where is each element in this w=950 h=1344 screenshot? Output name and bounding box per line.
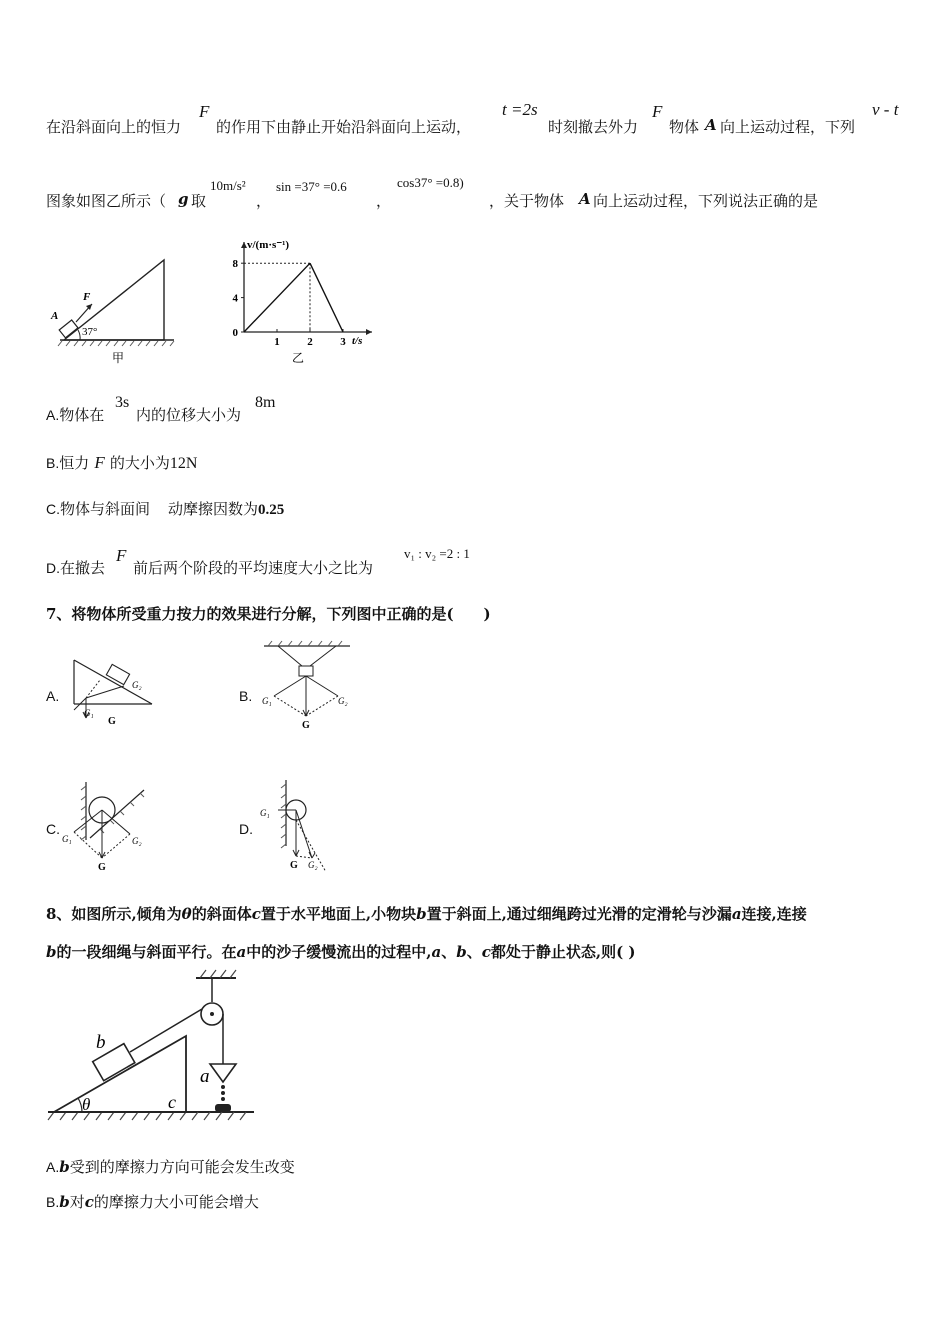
vt-series-segment	[244, 263, 310, 332]
q6-text: 向上运动过程，下列说法正确的是	[593, 192, 819, 210]
option-text: 动摩擦因数为	[168, 500, 259, 518]
option-label: B.	[46, 455, 60, 471]
option-a-distance: 8m	[255, 394, 276, 411]
option-text: 的大小为	[109, 454, 170, 472]
q8-stem-line1	[46, 903, 807, 924]
q7-choice-a-figure[interactable]	[64, 652, 160, 736]
q7-choice-c-figure[interactable]	[62, 776, 154, 876]
g-label: G	[302, 720, 310, 731]
a-symbol: a	[236, 943, 247, 961]
q7-choice-c-label[interactable]: C.	[46, 821, 60, 837]
vt-x-tick-label: 3	[340, 336, 346, 348]
force-symbol: F	[652, 102, 663, 121]
q6-text: ，	[256, 192, 272, 210]
option-label: A.	[46, 1159, 60, 1175]
q7-stem: 7、将物体所受重力按力的效果进行分解，下列图中正确的是( )	[46, 605, 491, 623]
option-c-coefficient: 0.25	[258, 502, 285, 518]
q6-text: 时刻撤去外力	[548, 118, 639, 136]
q8-text: 的一段细绳与斜面平行。在	[56, 943, 237, 961]
q7-choice-b-label[interactable]: B.	[239, 688, 253, 704]
theta-label: θ	[82, 1095, 91, 1114]
q8-text: 、	[466, 943, 482, 961]
vt-x-arrow	[366, 329, 372, 335]
figure-caption-yi: 乙	[292, 351, 305, 365]
vt-x-tick-label: 2	[307, 336, 313, 348]
q7-choice-a-label[interactable]: A.	[46, 688, 60, 704]
force-symbol: F	[199, 102, 210, 121]
g-label: G	[98, 862, 106, 873]
g-label: G	[108, 716, 116, 727]
g-value: 10m/s²	[210, 178, 246, 193]
force-symbol: F	[94, 453, 105, 472]
q6-stem-line1	[46, 116, 181, 137]
g-symbol: g	[178, 190, 189, 208]
option-label: A.	[46, 407, 60, 423]
b-symbol: b	[59, 1193, 70, 1211]
option-a-duration: 3s	[115, 394, 130, 411]
option-d-ratio: v₁ : v₂ =2 : 1	[404, 546, 470, 561]
c-symbol: c	[84, 1193, 94, 1211]
b-symbol: b	[59, 1158, 70, 1176]
q6-text: 的作用下由静止开始沿斜面向上运动，	[216, 118, 472, 136]
b-symbol: b	[46, 943, 57, 961]
q7-choice-d-figure[interactable]	[256, 776, 338, 876]
vt-symbol: v - t	[872, 100, 899, 119]
option-text: 受到的摩擦力方向可能会发生改变	[69, 1158, 295, 1176]
b-symbol: b	[456, 943, 467, 961]
g1-label: G₁	[62, 834, 72, 844]
incline-figure-jia	[46, 250, 178, 368]
q8-text: 中的沙子缓慢流出的过程中,	[246, 943, 432, 961]
q8-text: 、	[441, 943, 457, 961]
vt-x-tick-label: 1	[274, 336, 280, 348]
q8-text: 置于水平地面上,小物块	[260, 905, 417, 923]
option-text: 恒力	[59, 454, 90, 472]
q7-choice-d-label[interactable]: D.	[239, 821, 253, 837]
vt-y-tick-label: 4	[232, 292, 238, 305]
object-a-label: A	[51, 310, 59, 322]
q8-option-a[interactable]	[46, 1156, 295, 1177]
option-text: 前后两个阶段的平均速度大小之比为	[133, 559, 374, 577]
option-label: B.	[46, 1194, 60, 1210]
time-equation: t =2s	[502, 100, 538, 119]
q6-option-d[interactable]	[46, 557, 105, 578]
q6-text: 图象如图乙所示（	[46, 192, 167, 210]
g2-label: G₂	[338, 696, 348, 706]
option-text: 对	[69, 1193, 85, 1211]
q8-text: 连接,连接	[741, 905, 807, 923]
q8-pulley-incline-figure	[44, 966, 264, 1126]
g1-label: G₁	[84, 708, 94, 718]
q8-text: 置于斜面上,通过细绳跨过光滑的定滑轮与沙漏	[426, 905, 732, 923]
q8-text: 的斜面体	[191, 905, 252, 923]
g1-label: G₁	[262, 696, 272, 706]
q6-text: 在沿斜面向上的恒力	[46, 118, 182, 136]
b-symbol: b	[416, 905, 427, 923]
option-label: D.	[46, 560, 60, 576]
a-symbol: a	[431, 943, 442, 961]
block-b-label: b	[96, 1032, 106, 1053]
q8-text: 8、如图所示,倾角为	[46, 905, 182, 923]
g2-label: G₂	[132, 680, 142, 690]
g1-label: G₁	[260, 808, 270, 818]
option-text: 在撤去	[60, 559, 106, 577]
theta-symbol: θ	[181, 905, 192, 923]
q6-text: 取	[191, 192, 207, 210]
object-label: A	[579, 190, 591, 208]
c-symbol: c	[481, 943, 491, 961]
vt-y-tick-label: 0	[232, 327, 238, 339]
force-symbol: F	[116, 546, 127, 565]
g2-label: G₂	[308, 860, 318, 870]
vt-y-tick-label: 8	[232, 258, 238, 271]
g2-label: G₂	[132, 836, 142, 846]
incline-c-label: c	[168, 1092, 176, 1112]
a-symbol: a	[731, 905, 742, 923]
q6-text: ，关于物体	[489, 192, 565, 210]
q8-text: 都处于静止状态,则( )	[490, 943, 636, 961]
option-label: C.	[46, 501, 60, 517]
c-symbol: c	[251, 905, 261, 923]
figure-caption-jia: 甲	[112, 351, 125, 365]
force-f-label: F	[83, 291, 91, 303]
q6-option-a[interactable]	[46, 404, 104, 425]
vt-axes	[233, 242, 373, 348]
q6-text: 向上运动过程，下列	[720, 118, 856, 136]
vt-x-axis-label: t/s	[352, 335, 363, 347]
vt-graph-yi	[222, 232, 382, 368]
sand-funnel-a-label: a	[200, 1066, 210, 1087]
vt-y-axis-label: v/(m·s⁻¹)	[247, 239, 290, 251]
option-text: 内的位移大小为	[136, 406, 242, 424]
q7-choice-b-figure[interactable]	[258, 640, 358, 732]
cos-value: cos37° =0.8)	[397, 175, 464, 190]
angle-label: 37°	[82, 326, 98, 338]
object-label: A	[705, 116, 717, 134]
vt-series-segment	[310, 263, 343, 332]
sin-value: sin =37° =0.6	[276, 179, 347, 194]
q6-option-b[interactable]	[46, 452, 197, 473]
option-text: 的摩擦力大小可能会增大	[93, 1193, 259, 1211]
option-text: 物体在	[59, 406, 105, 424]
q8-option-b[interactable]	[46, 1191, 259, 1212]
q6-option-c[interactable]	[46, 498, 284, 519]
option-b-force: 12N	[169, 455, 198, 472]
q6-text: ，	[376, 192, 392, 210]
q8-stem-line2	[46, 941, 636, 962]
q6-text: 物体	[669, 118, 700, 136]
vt-marks	[244, 263, 343, 332]
g-label: G	[290, 860, 298, 871]
option-text: 物体与斜面间	[60, 500, 151, 518]
